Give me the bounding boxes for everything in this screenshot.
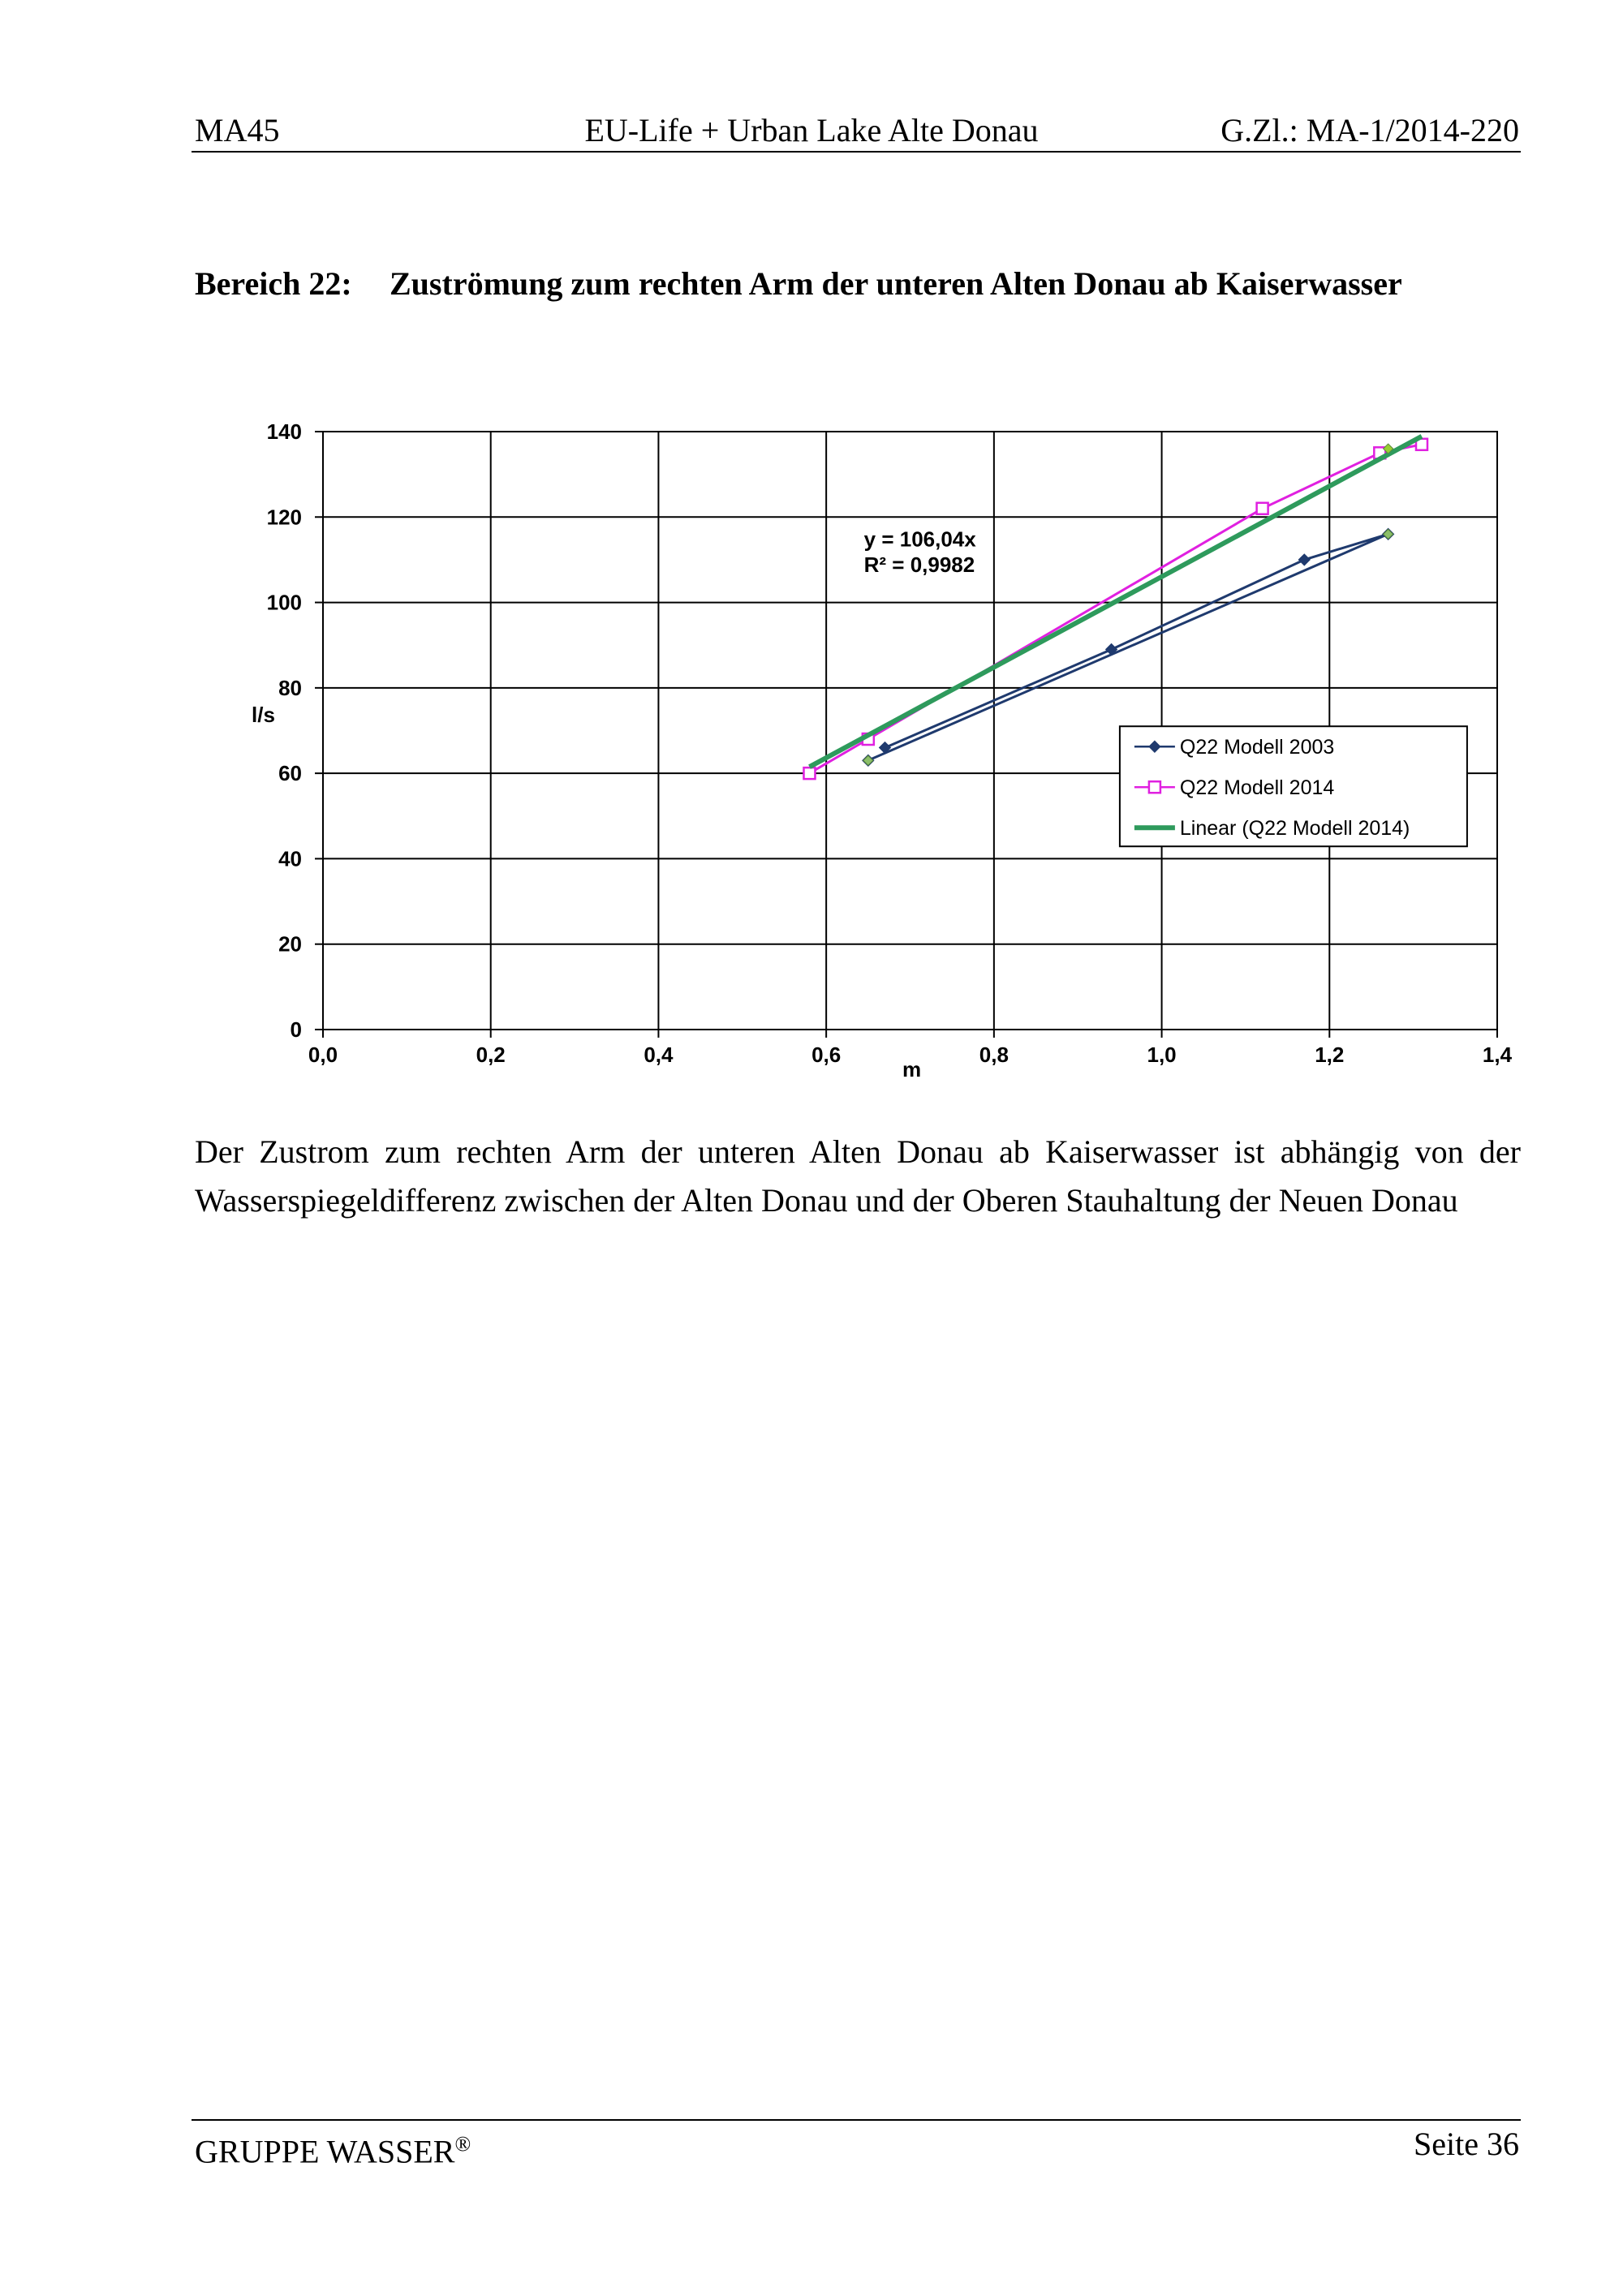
series-1-point bbox=[803, 767, 815, 779]
footer-page-number: Seite 36 bbox=[1414, 2126, 1519, 2162]
x-tick-label: 1,4 bbox=[1482, 1043, 1513, 1067]
body-paragraph: Der Zustrom zum rechten Arm der unteren Alten Donau ab Kaiserwasser ist abhängig von der Wasserspiegeldifferenz zwischen der Alten Donau und der Oberen Stauhaltung der Neuen Donau bbox=[195, 1133, 1521, 1219]
y-axis-label: l/s bbox=[252, 702, 275, 727]
y-tick-label: 120 bbox=[266, 505, 302, 530]
y-tick-label: 40 bbox=[278, 846, 302, 871]
header-left: MA45 bbox=[195, 112, 280, 148]
y-tick-label: 0 bbox=[290, 1017, 302, 1042]
chart-annotation bbox=[864, 527, 977, 577]
header-right: G.Zl.: MA-1/2014-220 bbox=[1220, 112, 1519, 148]
x-axis-label: m bbox=[902, 1057, 922, 1081]
footer-rule bbox=[192, 2119, 1521, 2121]
section-number: Bereich 22: bbox=[195, 265, 352, 302]
x-tick-label: 0,8 bbox=[979, 1043, 1009, 1067]
x-tick-label: 0,0 bbox=[308, 1043, 338, 1067]
chart-legend bbox=[1120, 726, 1467, 846]
footer-left bbox=[195, 2126, 471, 2170]
y-tick-label: 140 bbox=[266, 419, 302, 444]
regression-r-squared: R² = 0,9982 bbox=[863, 552, 975, 577]
legend-label-0: Q22 Modell 2003 bbox=[1179, 736, 1335, 759]
discharge-chart bbox=[243, 406, 1542, 1095]
section-title: Zuströmung zum rechten Arm der unteren Alten Donau ab Kaiserwasser bbox=[390, 265, 1402, 302]
footer-organisation: GRUPPE WASSER bbox=[195, 2133, 455, 2170]
legend-label-1: Q22 Modell 2014 bbox=[1179, 776, 1335, 800]
header-rule bbox=[192, 151, 1521, 153]
x-tick-label: 1,0 bbox=[1147, 1043, 1177, 1067]
header-center: EU-Life + Urban Lake Alte Donau bbox=[584, 112, 1039, 148]
x-tick-label: 0,4 bbox=[644, 1043, 674, 1067]
registered-mark: ® bbox=[454, 2132, 471, 2156]
regression-equation: y = 106,04x bbox=[863, 527, 976, 552]
x-tick-label: 1,2 bbox=[1315, 1043, 1345, 1067]
series-1-point bbox=[1257, 503, 1268, 514]
chart-svg bbox=[243, 406, 1542, 1095]
y-tick-label: 100 bbox=[266, 590, 302, 615]
y-tick-label: 60 bbox=[278, 761, 302, 786]
y-tick-label: 20 bbox=[278, 931, 302, 957]
y-tick-label: 80 bbox=[278, 675, 302, 700]
x-tick-label: 0,6 bbox=[812, 1043, 842, 1067]
legend-swatch-marker-1 bbox=[1149, 781, 1160, 793]
legend-label-2: Linear (Q22 Modell 2014) bbox=[1179, 817, 1410, 841]
x-tick-label: 0,2 bbox=[476, 1043, 506, 1067]
